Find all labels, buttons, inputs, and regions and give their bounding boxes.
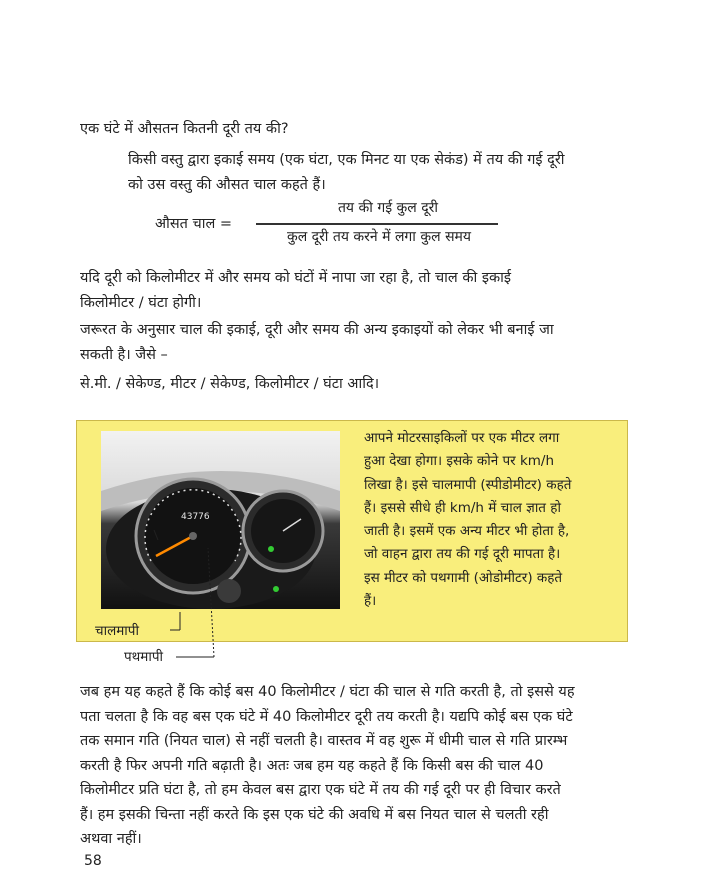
other-units-line: जरूरत के अनुसार चाल की इकाई, दूरी और समय की अन्य इकाइयों को लेकर भी बनाई जा xyxy=(80,322,554,338)
bus-speed-paragraph xyxy=(80,680,628,852)
definition-line: किसी वस्तु द्वारा इकाई समय (एक घंटा, एक मिनट या एक सेकंड) में तय की गई दूरी xyxy=(128,152,565,168)
box-line: हैं। इससे सीधे ही km/h में चाल ज्ञात हो xyxy=(364,499,561,516)
box-line: आपने मोटरसाइकिलों पर एक मीटर लगा xyxy=(364,430,560,446)
bus-line: तक समान गति (नियत चाल) से नहीं चलती है। वास्तव में वह शुरू में धीमी चाल से गति प्रारम्भ xyxy=(80,733,568,749)
box-line: हुआ देखा होगा। इसके कोने पर km/h xyxy=(364,453,555,470)
bus-line: पता चलता है कि वह बस एक घंटे में 40 किलोमीटर दूरी तय करती है। यद्यपि कोई बस एक घंटे xyxy=(80,708,573,725)
bus-line: हैं। हम इसकी चिन्ता नहीं करते कि इस एक घंटे की अवधि में बस नियत चाल से चलती रही xyxy=(80,806,549,823)
bus-line: जब हम यह कहते हैं कि कोई बस 40 किलोमीटर / घंटा की चाल से गति करती है, तो इससे यह xyxy=(80,684,575,700)
units-line: किलोमीटर / घंटा होगी। xyxy=(80,294,202,311)
formula-lhs: औसत चाल = xyxy=(155,216,233,232)
bus-line: अथवा नहीं। xyxy=(80,831,142,847)
box-line: इस मीटर को पथगामी (ओडोमीटर) कहते xyxy=(364,569,563,586)
box-line: जाती है। इसमें एक अन्य मीटर भी होता है, xyxy=(364,523,570,540)
bus-line: करती है फिर अपनी गति बढ़ाती है। अतः जब हम यह कहते हैं कि किसी बस की चाल 40 xyxy=(80,757,544,774)
formula-denominator: कुल दूरी तय करने में लगा कुल समय xyxy=(286,229,472,245)
bus-line: किलोमीटर प्रति घंटा है, तो हम केवल बस द्वारा एक घंटे में तय की गई दूरी पर ही विचार करते xyxy=(80,782,561,798)
other-units-line: सकती है। जैसे – xyxy=(80,346,168,363)
box-line: हैं। xyxy=(364,593,377,610)
odometer-label: पथमापी xyxy=(124,649,164,665)
box-line: लिखा है। इसे चालमापी (स्पीडोमीटर) कहते xyxy=(364,476,572,493)
odometer-readout: 43776 xyxy=(181,512,210,522)
box-line: जो वाहन द्वारा तय की गई दूरी मापता है। xyxy=(364,546,561,563)
units-line: यदि दूरी को किलोमीटर में और समय को घंटों में नापा जा रहा है, तो चाल की इकाई xyxy=(80,270,511,286)
page-number: 58 xyxy=(84,853,102,869)
question-heading: एक घंटे में औसतन कितनी दूरी तय की? xyxy=(80,121,289,137)
definition-line: को उस वस्तु की औसत चाल कहते हैं। xyxy=(128,176,326,193)
speedometer-label: चालमापी xyxy=(95,623,139,639)
formula-numerator: तय की गई कुल दूरी xyxy=(337,200,439,216)
units-examples: से.मी. / सेकेण्ड, मीटर / सेकेण्ड, किलोमीटर / घंटा आदि। xyxy=(80,376,380,392)
